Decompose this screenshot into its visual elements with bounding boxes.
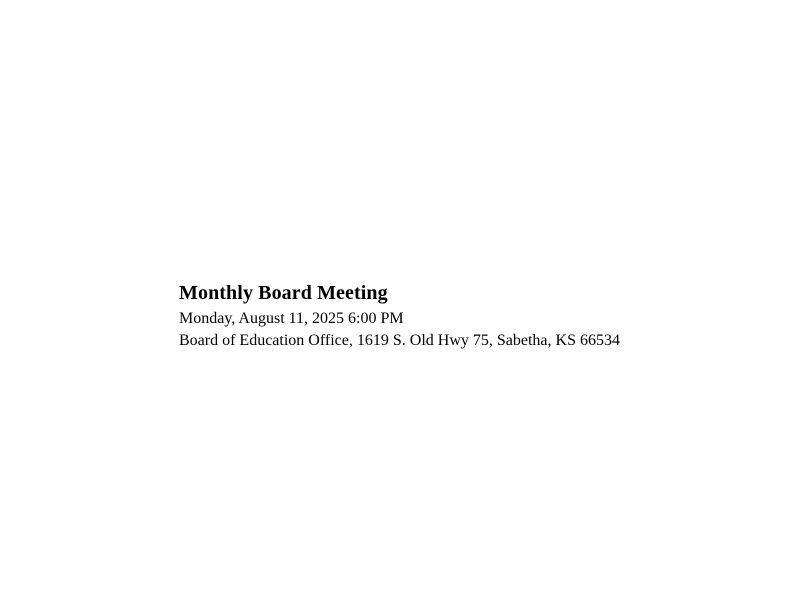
meeting-datetime: Monday, August 11, 2025 6:00 PM — [179, 310, 404, 327]
meeting-header-block — [179, 281, 739, 352]
meeting-location: Board of Education Office, 1619 S. Old Hwy 75, Sabetha, KS 66534 — [179, 332, 620, 349]
meeting-title: Monthly Board Meeting — [179, 282, 388, 304]
